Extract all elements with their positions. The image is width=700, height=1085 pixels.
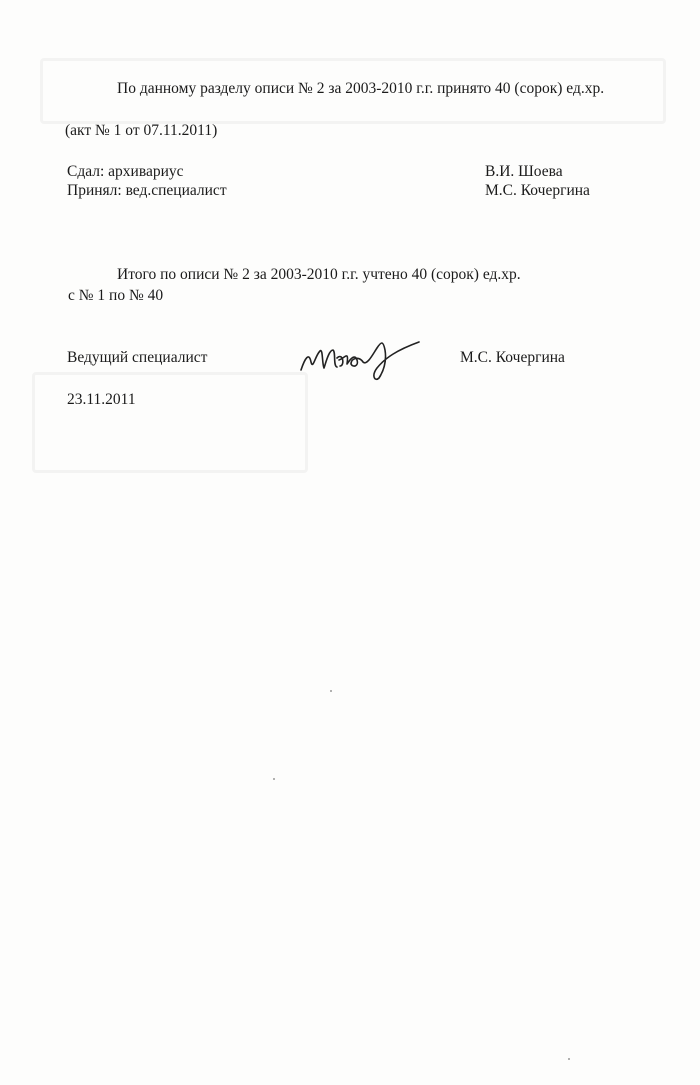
scan-speck — [330, 690, 332, 692]
total-range: с № 1 по № 40 — [68, 287, 164, 304]
signoff-date: 23.11.2011 — [67, 391, 136, 408]
act-reference: (акт № 1 от 07.11.2011) — [65, 122, 218, 139]
scan-speck — [568, 1058, 570, 1060]
gave-label: Сдал: архивариус — [67, 163, 184, 180]
gave-name: В.И. Шоева — [485, 163, 563, 180]
show-through-stamp — [32, 372, 308, 473]
inventory-section-line: По данному разделу описи № 2 за 2003-2010 г.г. принято 40 (сорок) ед.хр. — [117, 80, 605, 97]
signoff-name: М.С. Кочергина — [460, 349, 565, 366]
handwritten-signature — [293, 336, 433, 386]
received-name: М.С. Кочергина — [485, 182, 590, 199]
position-label: Ведущий специалист — [67, 349, 208, 366]
received-label: Принял: вед.специалист — [67, 182, 227, 199]
scan-speck — [273, 778, 275, 780]
total-line: Итого по описи № 2 за 2003-2010 г.г. учтено 40 (сорок) ед.хр. — [117, 266, 521, 283]
